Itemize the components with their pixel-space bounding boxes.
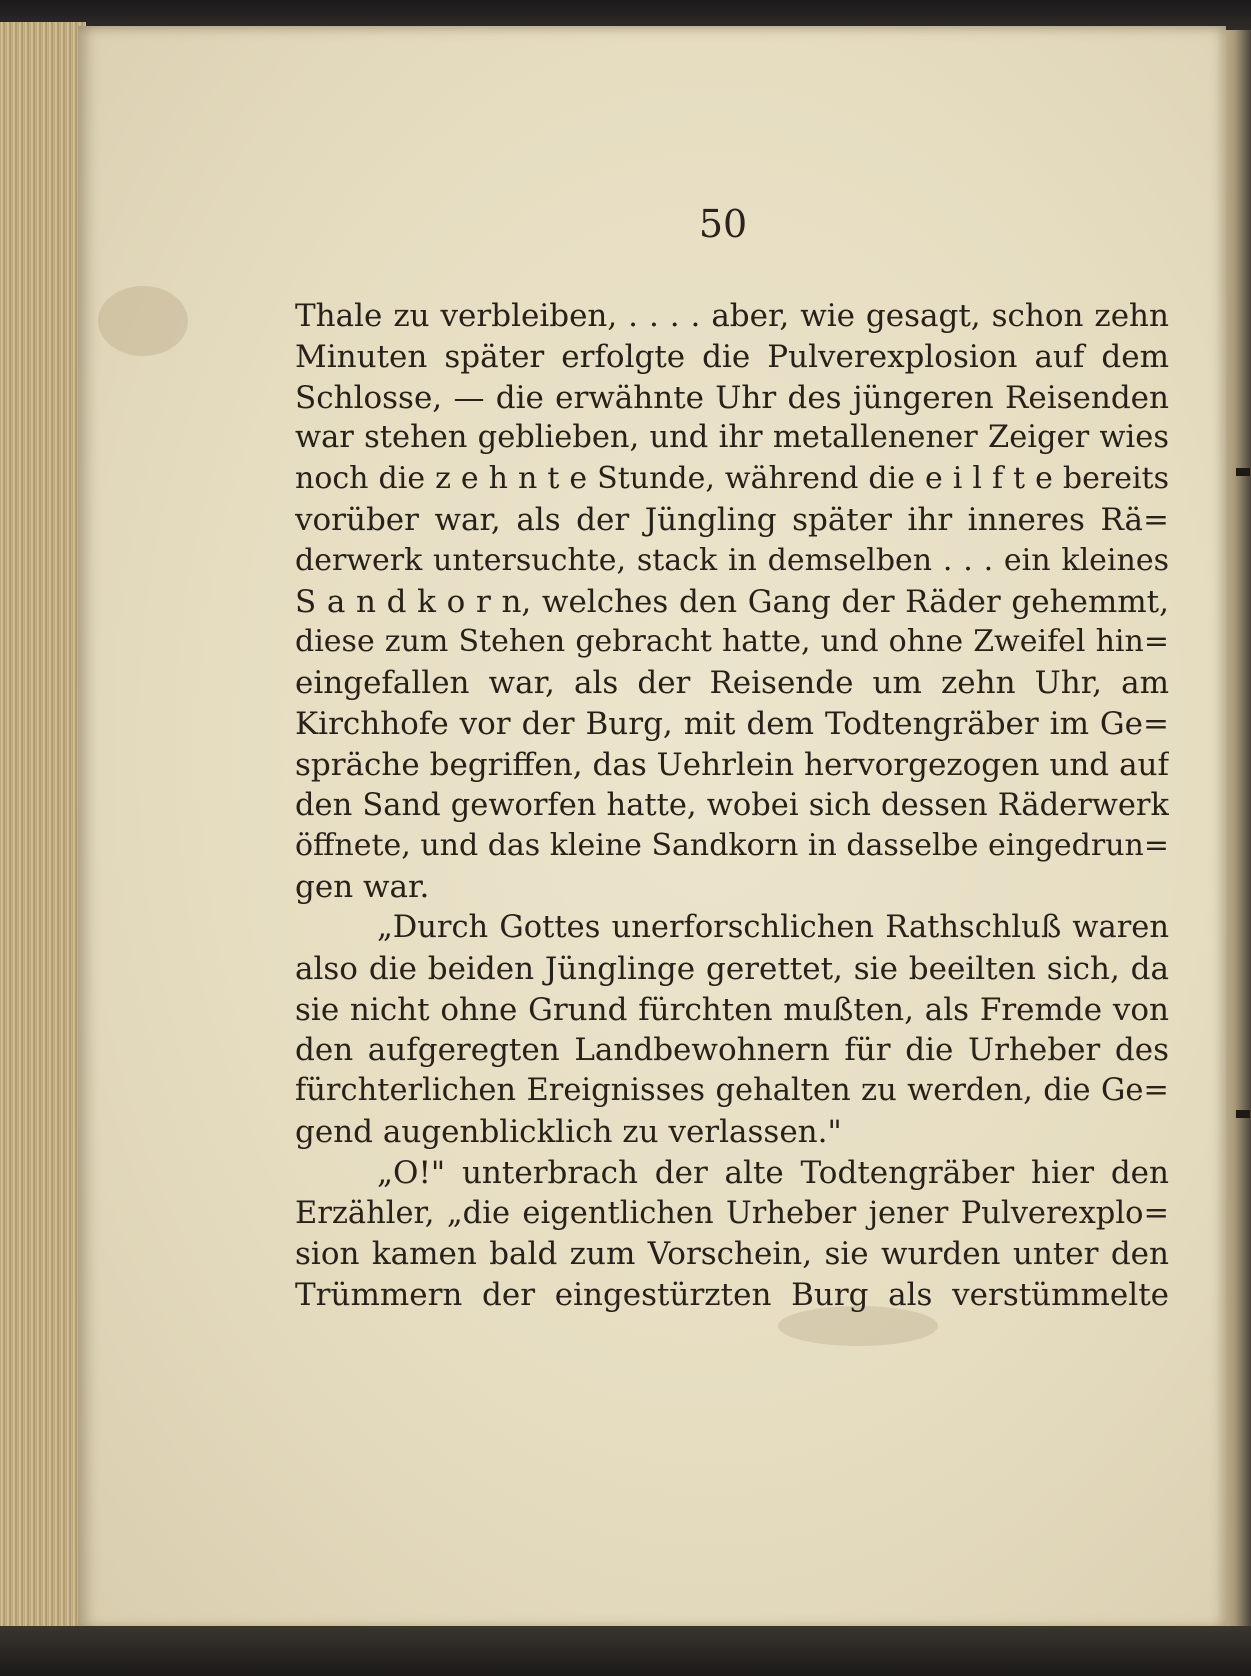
text-line: „O!" unterbrach der alte Todtengräber hier den [377,1154,1169,1191]
text-line: den Sand geworfen hatte, wobei sich dessen Räderwerk [295,787,1169,823]
text-line: noch die z e h n t e Stunde, während die e i l f t e bereits [295,461,1169,497]
text-line: „Durch Gottes unerforschlichen Rathschluß waren [377,909,1169,945]
edge-mark [1236,468,1250,476]
text-line: vorüber war, als der Jüngling später ihr inneres Rä= [295,501,1169,538]
text-line: Erzähler, „die eigentlichen Urheber jener Pulverexplo= [295,1195,1169,1231]
text-line: sie nicht ohne Grund fürchten mußten, als Fremde von [295,991,1169,1028]
text-line: Thale zu verbleiben, . . . . aber, wie gesagt, schon zehn [295,298,1169,334]
text-line: derwerk untersuchte, stack in demselben . . . ein kleines [295,542,1169,578]
text-line: eingefallen war, als der Reisende um zehn Uhr, am [295,665,1169,702]
page-stack-edge [0,22,86,1632]
text-line: öffnete, und das kleine Sandkorn in dasselbe eingedrun= [295,828,1169,864]
text-line: den aufgeregten Landbewohnern für die Urheber des [295,1032,1169,1069]
text-line: Minuten später erfolgte die Pulverexplosion auf dem [295,338,1169,375]
text-line: S a n d k o r n, welches den Gang der Räder gehemmt, [295,583,1169,620]
text-line: fürchterlichen Ereignisses gehalten zu werden, die Ge= [295,1073,1169,1109]
edge-mark [1236,1110,1250,1118]
book-page [78,26,1226,1630]
text-line: Schlosse, — die erwähnte Uhr des jüngeren Reisenden [295,379,1169,416]
text-line: gend augenblicklich zu verlassen." [295,1113,842,1150]
text-line: diese zum Stehen gebracht hatte, und ohne Zweifel hin= [295,624,1169,660]
text-line: spräche begriffen, das Uehrlein hervorgezogen und auf [295,746,1169,783]
bottom-binding [0,1626,1251,1676]
text-line: Kirchhofe vor der Burg, mit dem Todtengräber im Ge= [295,705,1169,742]
text-line: also die beiden Jünglinge gerettet, sie beeilten sich, da [295,950,1169,987]
text-line: Trümmern der eingestürzten Burg als verstümmelte [295,1277,1169,1314]
text-line: sion kamen bald zum Vorschein, sie wurden unter den [295,1236,1169,1273]
paper-stain [98,286,188,356]
page-number: 50 [698,202,748,246]
text-block [295,296,1169,1316]
text-line: war stehen geblieben, und ihr metallenener Zeiger wies [295,420,1169,456]
text-line: gen war. [295,869,430,906]
